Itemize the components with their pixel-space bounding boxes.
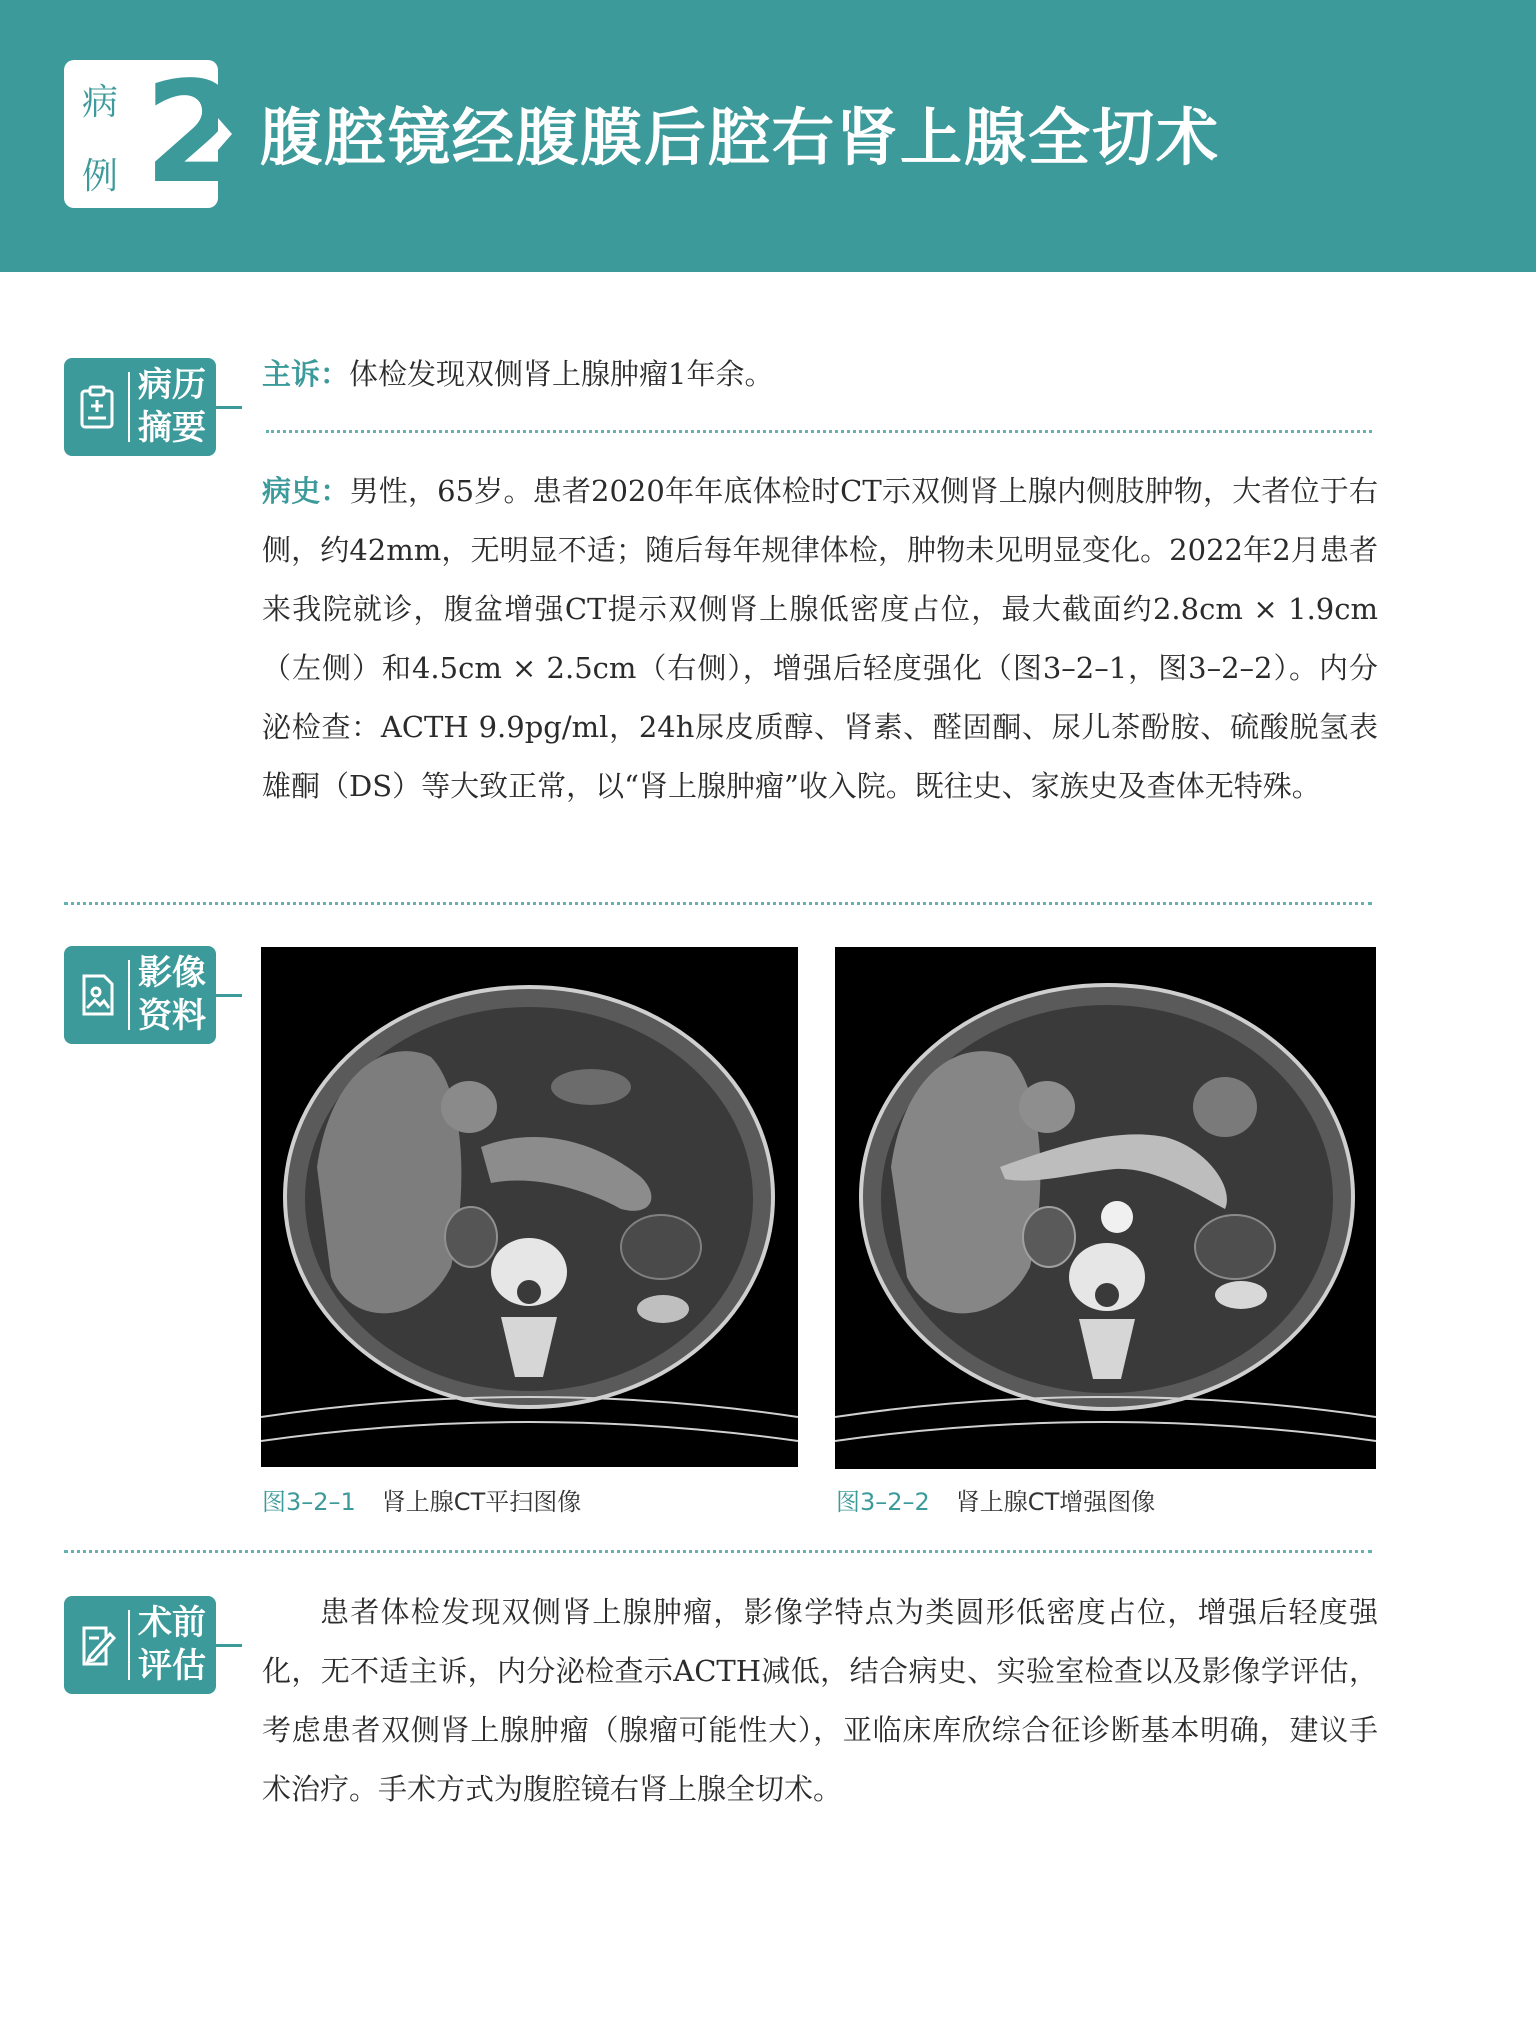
image-document-icon [72,970,122,1020]
dotted-divider [266,430,1372,433]
assessment-paragraph: 患者体检发现双侧肾上腺肿瘤，影像学特点为类圆形低密度占位，增强后轻度强化，无不适主诉，内分泌检查示ACTH减低，结合病史、实验室检查以及影像学评估，考虑患者双侧肾上腺肿瘤（腺瘤可能性大），亚临床库欣综合征诊断基本明确，建议手术治疗。手术方式为腹腔镜右肾上腺全切术。 [262,1595,1378,1806]
dotted-divider [64,1550,1372,1553]
label-line-1: 病历 [138,365,206,405]
figure-caption-text: 肾上腺CT平扫图像 [381,1488,582,1516]
ct-image-plain [261,947,798,1467]
label-line-1: 影像 [138,953,206,993]
figure-caption-1 [262,1482,581,1517]
figure-caption-2 [836,1482,1155,1517]
section-label-text [138,1602,216,1688]
complaint-text: 体检发现双侧肾上腺肿瘤1年余。 [349,357,774,391]
history-label: 病史： [262,474,350,508]
section-label-history [64,358,216,456]
chief-complaint [262,345,1378,404]
clipboard-icon [72,382,122,432]
section-label-text [138,952,216,1038]
figure-caption-text: 肾上腺CT增强图像 [955,1488,1156,1516]
label-line-2: 摘要 [138,408,206,448]
chapter-header [0,0,1536,272]
label-line-2: 资料 [138,996,206,1036]
ct-image-contrast [835,947,1376,1469]
edit-document-icon [72,1620,122,1670]
dotted-divider [64,902,1372,905]
section-label-assessment [64,1596,216,1694]
case-number: 2 [144,52,242,215]
section-label-imaging [64,946,216,1044]
label-divider [128,372,130,442]
label-divider [128,960,130,1030]
complaint-label: 主诉： [262,357,350,391]
label-line-1: 术前 [138,1603,206,1643]
page-title: 腹腔镜经腹膜后腔右肾上腺全切术 [260,101,1221,174]
case-char-top: 病 [82,82,119,123]
label-line-2: 评估 [138,1646,206,1686]
case-number-tag [64,52,242,215]
case-char-bottom: 例 [82,156,119,197]
medical-history [262,462,1378,816]
figure-number: 图3–2–1 [262,1488,356,1516]
history-text: 男性，65岁。患者2020年年底体检时CT示双侧肾上腺内侧肢肿物，大者位于右侧，约42mm，无明显不适；随后每年规律体检，肿物未见明显变化。2022年2月患者来我院就诊，腹盆增强CT提示双侧肾上腺低密度占位，最大截面约2.8cm × 1.9cm（左侧）和4.5cm × 2.5cm（右侧），增强后轻度强化（图3–2–1，图3–2–2）。内分泌检查：ACTH 9.9pg/ml，24h尿皮质醇、肾素、醛固酮、尿儿茶酚胺、硫酸脱氢表雄酮（DS）等大致正常，以“肾上腺肿瘤”收入院。既往史、家族史及查体无特殊。 [262,474,1378,803]
figure-number: 图3–2–2 [836,1488,930,1516]
section-label-text [138,364,216,450]
label-divider [128,1610,130,1680]
